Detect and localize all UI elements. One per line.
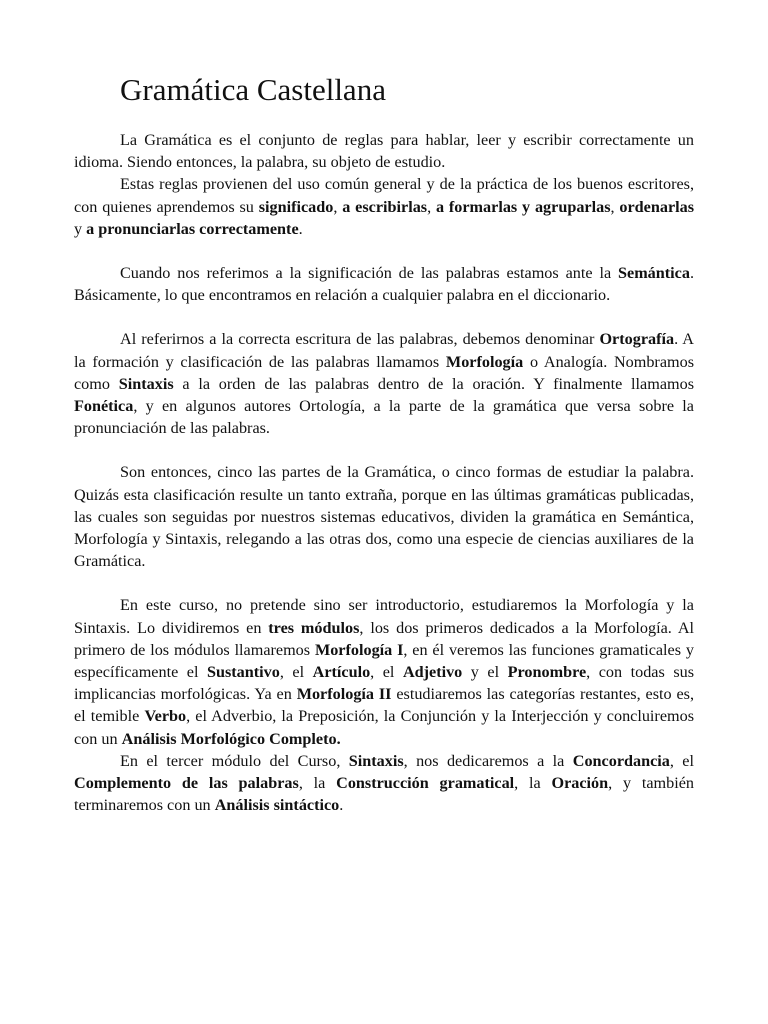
text-segment: , el	[370, 663, 403, 682]
text-segment: , el	[669, 751, 694, 770]
bold-term: Fonética	[74, 397, 134, 416]
text-segment: estudiaremos las categorías restantes, esto es, el temible	[74, 685, 694, 726]
bold-term: Verbo	[144, 707, 187, 726]
paragraph	[74, 328, 694, 439]
text-segment: La Gramática es el conjunto de reglas para hablar, leer y escribir correctamente un idioma. Siendo entonces, la palabra, su objeto de estudio.	[74, 131, 694, 172]
text-segment: , la	[514, 774, 552, 793]
paragraph	[74, 594, 694, 749]
text-segment: , con todas sus implicancias morfológicas. Ya en	[74, 663, 695, 704]
text-segment: Estas reglas provienen del uso común general y de la práctica de los buenos escritores, con quienes aprendemos su	[74, 175, 694, 216]
document-title: Gramática Castellana	[120, 72, 386, 107]
text-segment: , y también terminaremos con un	[74, 774, 694, 815]
text-segment: ,	[333, 197, 343, 216]
text-segment: , los dos primeros dedicados a la Morfología. Al primero de los módulos llamaremos	[74, 618, 695, 659]
document-body	[74, 129, 694, 816]
text-segment: a la orden de las palabras dentro de la oración. Y finalmente llamamos	[173, 374, 694, 393]
text-segment: , el	[279, 663, 313, 682]
bold-term: Complemento de las palabras	[74, 774, 299, 793]
paragraph	[74, 262, 694, 306]
bold-term: Sintaxis	[348, 751, 404, 770]
bold-term: tres módulos	[268, 618, 360, 637]
text-segment: Son entonces, cinco las partes de la Gramática, o cinco formas de estudiar la palabra. Quizás esta clasificación resulte un tanto extraña, porque en las últimas gramáticas publicadas, las cuales son seguidas por nuestros sistemas educativos, dividen la gramática en Semántica, Morfología y Sintaxis, relegando a las otras dos, como una especie de ciencias auxiliares de la Gramática.	[74, 463, 694, 571]
text-segment: En el tercer módulo del Curso,	[120, 751, 349, 770]
text-segment: y el	[462, 663, 508, 682]
bold-term: Oración	[551, 774, 609, 793]
text-segment: , nos dedicaremos a la	[403, 751, 573, 770]
bold-term: Concordancia	[572, 751, 670, 770]
bold-term: ordenarlas	[619, 197, 695, 216]
bold-term: significado	[258, 197, 334, 216]
bold-term: Adjetivo	[402, 663, 463, 682]
text-segment: . Básicamente, lo que encontramos en relación a cualquier palabra en el diccionario.	[74, 264, 694, 305]
paragraph	[74, 461, 694, 572]
document-page	[74, 70, 694, 816]
text-segment: , el Adverbio, la Preposición, la Conjunción y la Interjección y concluiremos con un	[74, 707, 694, 748]
bold-term: Artículo	[312, 663, 371, 682]
bold-term: a escribirlas	[342, 197, 428, 216]
paragraph	[74, 750, 694, 817]
bold-term: Análisis Morfológico Completo.	[121, 729, 341, 748]
bold-term: Semántica	[618, 264, 690, 283]
text-segment: , en él veremos las funciones gramaticales y específicamente el	[74, 640, 694, 682]
text-segment: ,	[610, 197, 620, 216]
text-segment: o Analogía. Nombramos como	[74, 352, 694, 393]
text-segment: .	[339, 796, 344, 815]
bold-term: Sintaxis	[118, 374, 174, 393]
text-segment: .	[298, 219, 303, 238]
text-segment: Cuando nos referimos a la significación de las palabras estamos ante la	[120, 264, 619, 283]
bold-term: Construcción gramatical	[336, 774, 515, 793]
text-segment: Al referirnos a la correcta escritura de las palabras, debemos denominar	[120, 330, 600, 349]
text-segment: , y en algunos autores Ortología, a la parte de la gramática que versa sobre la pronunciación de las palabras.	[74, 397, 694, 438]
text-segment: ,	[427, 197, 436, 216]
bold-term: Morfología II	[296, 685, 392, 704]
bold-term: Sustantivo	[206, 663, 280, 682]
text-segment: En este curso, no pretende sino ser introductorio, estudiaremos la Morfología y la Sintaxis. Lo dividiremos en	[74, 596, 694, 637]
bold-term: a formarlas y agruparlas	[435, 197, 611, 216]
text-segment: , la	[298, 774, 337, 793]
paragraph	[74, 173, 694, 240]
bold-term: Pronombre	[507, 663, 587, 682]
bold-term: Ortografía	[599, 330, 675, 349]
bold-term: Morfología I	[314, 640, 404, 659]
bold-term: a pronunciarlas correctamente	[86, 219, 299, 238]
text-segment: . A la formación y clasificación de las palabras llamamos	[74, 330, 694, 371]
paragraph	[74, 129, 694, 173]
text-segment: y	[74, 219, 87, 238]
bold-term: Análisis sintáctico	[214, 796, 340, 815]
bold-term: Morfología	[445, 352, 524, 371]
